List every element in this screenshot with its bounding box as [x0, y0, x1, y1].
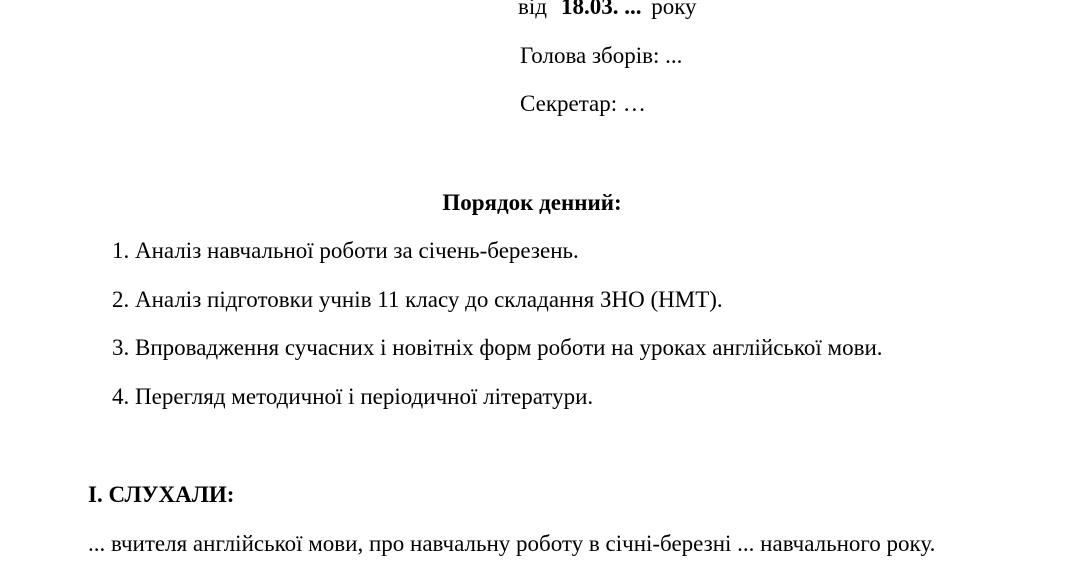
agenda-item-text: Аналіз навчальної роботи за січень-березень. — [135, 238, 579, 263]
agenda-title: Порядок денний: — [442, 190, 622, 215]
agenda-item-text: Перегляд методичної і періодичної літератури. — [135, 384, 594, 409]
agenda-item-text: Аналіз підготовки учнів 11 класу до складання ЗНО (НМТ). — [135, 287, 723, 312]
agenda-item-number: 4. — [112, 384, 130, 409]
agenda-item-number: 2. — [112, 287, 130, 312]
agenda-item — [112, 335, 883, 361]
meeting-secretary: Секретар: … — [520, 91, 646, 116]
meeting-chair: Голова зборів: ... — [520, 43, 683, 68]
agenda-item-number: 3. — [112, 335, 130, 360]
date-value: 18.03. ... — [560, 0, 642, 19]
agenda-item — [112, 238, 579, 264]
agenda-item-number: 1. — [112, 238, 130, 263]
section-body-text: ... вчителя англійської мови, про навчальну роботу в січні-березні ... навчального року. — [88, 531, 936, 556]
date-label: від — [518, 0, 547, 19]
agenda-item — [112, 287, 723, 313]
agenda-item-text: Впровадження сучасних і новітніх форм роботи на уроках англійської мови. — [135, 335, 883, 360]
section-heading: І. СЛУХАЛИ: — [88, 482, 235, 507]
meeting-date-line — [518, 0, 697, 20]
date-suffix: року — [651, 0, 697, 19]
agenda-item — [112, 384, 593, 410]
